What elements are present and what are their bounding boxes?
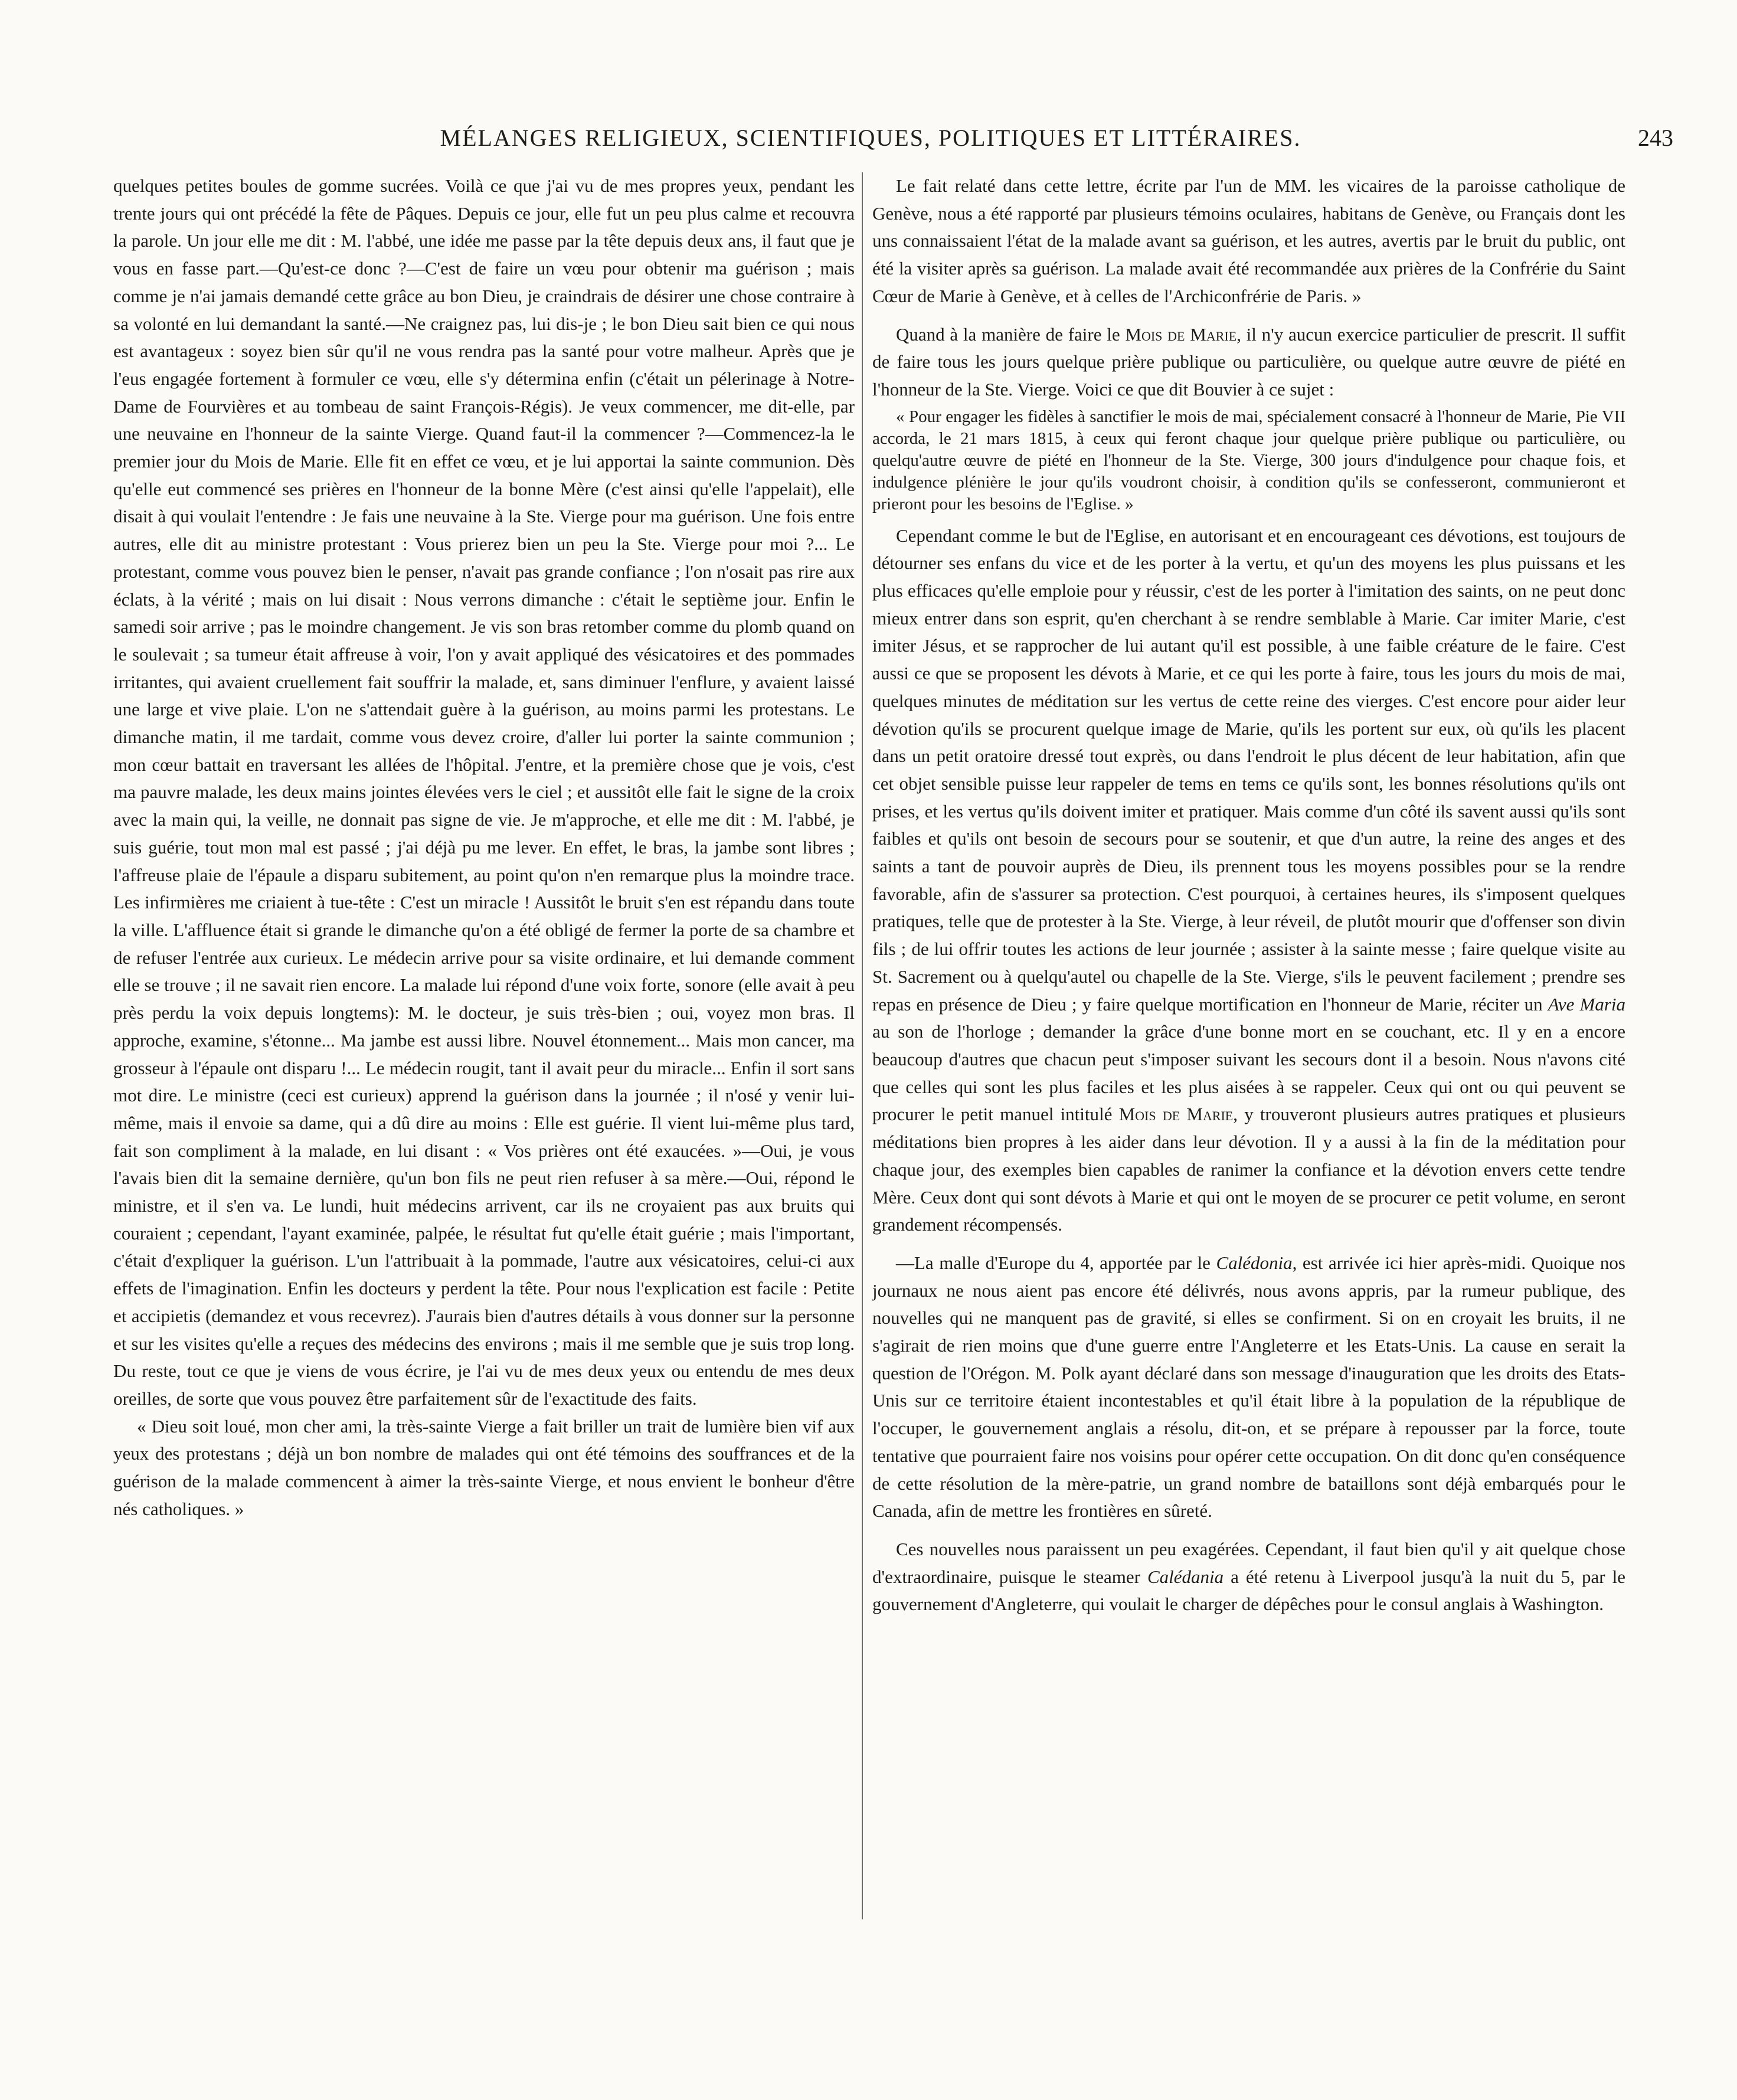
column-divider	[862, 172, 863, 1919]
text-run: , est arrivée ici hier après-midi. Quoique nos journaux ne nous aient pas encore été délivrés, nous avons appris, par la rumeur publique, des nouvelles qui ne manquent pas de gravité, si elles se confirment. Si on en croyait les bruits, il ne s'agirait de rien moins que d'une guerre entre l'Angleterre et les Etats-Unis. La cause en serait la question de l'Orégon. M. Polk ayant déclaré dans son message d'inauguration que les droits des Etats-Unis sur ce territoire étaient incontestables et qu'il était libre à la population de la république de l'occuper, le gouvernement anglais a résolu, dit-on, et se prépare à repousser par la force, toute tentative que pourraient faire nos voisins pour opérer cette occupation. On dit donc qu'en conséquence de cette résolution de la mère-patrie, un grand nombre de bataillons sont déjà embarqués pour le Canada, afin de mettre les frontières en sûreté.	[872, 1252, 1625, 1522]
text-run: au son de l'horloge ; demander la grâce d'une bonne mort en se couchant, etc. Il y en a encore beaucoup d'autres que chacun peut s'imposer suivant les secours dont il a besoin. Nous n'avons cité que celles qui sont les plus faciles et les plus aisées à se rappeler. Ceux qui ont ou qui peuvent se procurer le petit manuel intitulé	[872, 1021, 1625, 1125]
quote-text: « Pour engager les fidèles à sanctifier le mois de mai, spécialement consacré à l'honneur de Marie, Pie VII accorda, le 21 mars 1815, à ceux qui feront chaque jour quelque prière publique ou particulière, ou quelqu'autre œuvre de piété en l'honneur de la Ste. Vierge, 300 jours d'indulgence pour chaque fois, et indulgence plénière le jour qu'ils voudront choisir, à condition qu'ils se confesseront, communieront et prieront pour les besoins de l'Eglise. »	[872, 407, 1625, 513]
mois-de-marie-term: Mois de Marie	[1118, 1104, 1234, 1125]
text-run: —La malle d'Europe du 4, apportée par le	[896, 1252, 1216, 1273]
ship-name: Calédania	[1147, 1566, 1224, 1587]
text-run: , y trouveront plusieurs autres pratiques et plusieurs méditations bien propres à les aider dans leur dévotion. Il y a aussi à la fin de la méditation pour chaque jour, des exemples bien capables de ranimer la confiance et la dévotion envers cette tendre Mère. Ceux dont qui sont dévots à Marie et qui ont le moyen de se procurer ce petit volume, en seront grandement récompensés.	[872, 1104, 1626, 1235]
text-run: Cependant comme le but de l'Eglise, en autorisant et en encourageant ces dévotions, est toujours de détourner ses enfans du vice et de les porter à la vertu, et qu'un des moyens les plus puissans et les plus efficaces qu'elle emploie pour y réussir, c'est de les porter à l'imitation des saints, on ne peut donc mieux entrer dans son esprit, qu'en cherchant à se rendre semblable à Marie. Car imiter Marie, c'est imiter Jésus, et se rapprocher de lui autant qu'il est possible, à une faible créature de le faire. C'est aussi ce que se proposent les dévots à Marie, et ce qui les porte à faire, tous les jours du mois de mai, quelques minutes de méditation sur les vertus de cette reine des vierges. C'est encore pour aider leur dévotion qu'ils se procurent quelque image de Marie, qu'ils les portent sur eux, où qu'ils les placent dans un petit oratoire dressé tout exprès, ou dans l'endroit le plus décent de leur habitation, afin que cet objet sensible puisse leur rappeler de tems en tems ce qu'ils sont, les bonnes résolutions qu'ils ont prises, et les vertus qu'ils doivent imiter et pratiquer. Mais comme d'un côté ils savent aussi qu'ils sont faibles et qu'ils ont besoin de secours pour se soutenir, et que d'un autre, la reine des anges et des saints a tant de pouvoir auprès de Dieu, ils prennent tous les moyens possibles pour se la rendre favorable, afin de s'assurer sa protection. C'est pourquoi, à certaines heures, ils s'imposent quelques pratiques, telle que de protester à la Ste. Vierge, à leur réveil, de plutôt mourir que d'offenser son divin fils ; de lui offrir toutes les actions de leur journée ; assister à la sainte messe ; faire quelque visite au St. Sacrement ou à quelqu'autel ou chapelle de la Ste. Vierge, s'ils le peuvent facilement ; prendre ses repas en présence de Dieu ; y faire quelque mortification en l'honneur de Marie, réciter un	[872, 525, 1625, 1015]
right-paragraph-news	[872, 1249, 1625, 1525]
right-paragraph-devotions	[872, 522, 1625, 1239]
ship-name: Calédonia	[1216, 1252, 1293, 1273]
right-column	[872, 172, 1625, 1618]
right-paragraph-mois-de-marie	[872, 321, 1625, 404]
text-run: , il n'y aucun exercice particulier de prescrit. Il suffit de faire tous les jours quelque prière publique ou particulière, ou quelque autre œuvre de piété en l'honneur de la Ste. Vierge. Voici ce que dit Bouvier à ce sujet :	[872, 323, 1625, 400]
left-paragraph-closing: « Dieu soit loué, mon cher ami, la très-sainte Vierge a fait briller un trait de lumière bien vif aux yeux des protestans ; déjà un bon nombre de malades qui ont été témoins des souffrances et de la guérison de la malade commencent à aimer la très-sainte Vierge, et nous envient le bonheur d'être nés catholiques. »	[113, 1415, 855, 1519]
running-header: MÉLANGES RELIGIEUX, SCIENTIFIQUES, POLITIQUES ET LITTÉRAIRES.	[440, 125, 1301, 151]
bouvier-quote	[872, 406, 1625, 515]
right-paragraph-report: Le fait relaté dans cette lettre, écrite par l'un de MM. les vicaires de la paroisse catholique de Genève, nous a été rapporté par plusieurs témoins oculaires, habitans de Genève, ou Français dont les uns connaissaient l'état de la malade avant sa guérison, et les autres, avertis par le bruit du public, ont été la visiter après sa guérison. La malade avait été recommandée aux prières de la Confrérie du Saint Cœur de Marie à Genève, et à celles de l'Archiconfrérie de Paris. »	[872, 175, 1625, 306]
left-column	[113, 172, 855, 1523]
ave-maria-term: Ave Maria	[1548, 993, 1625, 1015]
text-run: Quand à la manière de faire le	[896, 323, 1126, 345]
text-run: Ces nouvelles nous paraissent un peu exagérées. Cependant, il faut bien qu'il y ait quelque chose d'extraordinaire, puisque le steamer	[872, 1538, 1625, 1587]
left-paragraph-letter: quelques petites boules de gomme sucrées. Voilà ce que j'ai vu de mes propres yeux, pendant les trente jours qui ont précédé la fête de Pâques. Depuis ce jour, elle fut un peu plus calme et recouvra la parole. Un jour elle me dit : M. l'abbé, une idée me passe par la tête depuis deux ans, il faut que je vous en fasse part.—Qu'est-ce donc ?—C'est de faire un vœu pour obtenir ma guérison ; mais comme je n'ai jamais demandé cette grâce au bon Dieu, je craindrais de désirer une chose contraire à sa volonté en lui demandant la santé.—Ne craignez pas, lui dis-je ; le bon Dieu sait bien ce qui nous est avantageux : soyez bien sûr qu'il ne vous rendra pas la santé pour votre malheur. Après que je l'eus engagée fortement à formuler ce vœu, elle s'y détermina enfin (c'était un pélerinage à Notre-Dame de Fourvières et au tombeau de saint François-Régis). Je veux commencer, me dit-elle, par une neuvaine en l'honneur de la sainte Vierge. Quand faut-il la commencer ?—Commencez-la le premier jour du Mois de Marie. Elle fit en effet ce vœu, et je lui apportai la sainte communion. Dès qu'elle eut commencé ses prières en l'honneur de la bonne Mère (c'est ainsi qu'elle l'appelait), elle disait à qui voulait l'entendre : Je fais une neuvaine à la Ste. Vierge pour ma guérison. Une fois entre autres, elle dit au ministre protestant : Vous prierez bien un peu la Ste. Vierge pour moi ?... Le protestant, comme vous pouvez bien le penser, n'avait pas grande confiance ; l'on n'osait pas rire aux éclats, à la vérité ; mais on lui disait : Nous verrons dimanche : c'était le septième jour. Enfin le samedi soir arrive ; pas le moindre changement. Je vis son bras retomber comme du plomb quand on le soulevait ; sa tumeur était affreuse à voir, l'on y avait appliqué des vésicatoires et des pommades irritantes, qui avaient cruellement fait souffrir la malade, et, sans diminuer l'enflure, y avaient laissé une large et vive plaie. L'on ne s'attendait guère à la guérison, au moins parmi les protestans. Le dimanche matin, il me tardait, comme vous devez croire, d'aller lui porter la sainte communion ; mon cœur battait en traversant les allées de l'hôpital. J'entre, et la première chose que je vois, c'est ma pauvre malade, les deux mains jointes élevées vers le ciel ; et aussitôt elle fait le signe de la croix avec la main qui, la veille, ne donnait pas signe de vie. Je m'approche, et elle me dit : M. l'abbé, je suis guérie, tout mon mal est passé ; j'ai déjà pu me lever. En effet, le bras, la jambe sont libres ; l'affreuse plaie de l'épaule a disparu subitement, au point qu'on n'en remarque plus la moindre trace. Les infirmières me criaient à tue-tête : C'est un miracle ! Aussitôt le bruit s'en est répandu dans toute la ville. L'affluence était si grande le dimanche qu'on a été obligé de fermer la porte de sa chambre et de refuser l'entrée aux curieux. Le médecin arrive pour sa visite ordinaire, et lui demande comment elle se trouve ; il ne savait rien encore. La malade lui répond d'une voix forte, sonore (elle avait à peu près perdu la voix depuis longtems): M. le docteur, je suis très-bien ; oui, voyez mon bras. Il approche, examine, s'étonne... Ma jambe est aussi libre. Nouvel étonnement... Mais mon cancer, ma grosseur à l'épaule ont disparu !... Le médecin rougit, tant il avait peur du miracle... Enfin il sort sans mot dire. Le ministre (ceci est curieux) apprend la guérison dans la journée ; il n'osé y venir lui-même, mais il envoie sa dame, qui a dû dire au moins : Elle est guérie. Il vient lui-même plus tard, fait son compliment à la malade, en lui disant : « Vos prières ont été exaucées. »—Oui, je vous l'avais bien dit la semaine dernière, qu'un bon fils ne peut rien refuser à sa mère.—Oui, répond le ministre, et il s'en va. Le lundi, huit médecins arrivent, car ils ne croyaient pas aux bruits qui couraient ; cependant, l'ayant examinée, palpée, le résultat fut qu'elle était guérie ; mais l'important, c'était d'expliquer la guérison. L'un l'attribuait à la pommade, l'autre aux vésicatoires, celui-ci aux effets de l'imagination. Enfin les docteurs y perdent la tête. Pour nous l'explication est facile : Petite et accipietis (demandez et vous recevrez). J'aurais bien d'autres détails à vous donner sur la personne et sur les visites qu'elle a reçues des médecins des environs ; mais il me semble que je suis trop long. Du reste, tout ce que je viens de vous écrire, je l'ai vu de mes deux yeux ou entendu de mes deux oreilles, de sorte que vous pouvez être parfaitement sûr de l'exactitude des faits.	[113, 175, 855, 1409]
text-run: a été retenu à Liverpool jusqu'à la nuit du 5, par le gouvernement d'Angleterre, qui voulait le charger de dépêches pour le consul anglais à Washington.	[872, 1566, 1625, 1615]
mois-de-marie-term: Mois de Marie	[1125, 323, 1237, 345]
right-paragraph-steamer	[872, 1536, 1625, 1618]
page-number: 243	[1638, 125, 1673, 151]
